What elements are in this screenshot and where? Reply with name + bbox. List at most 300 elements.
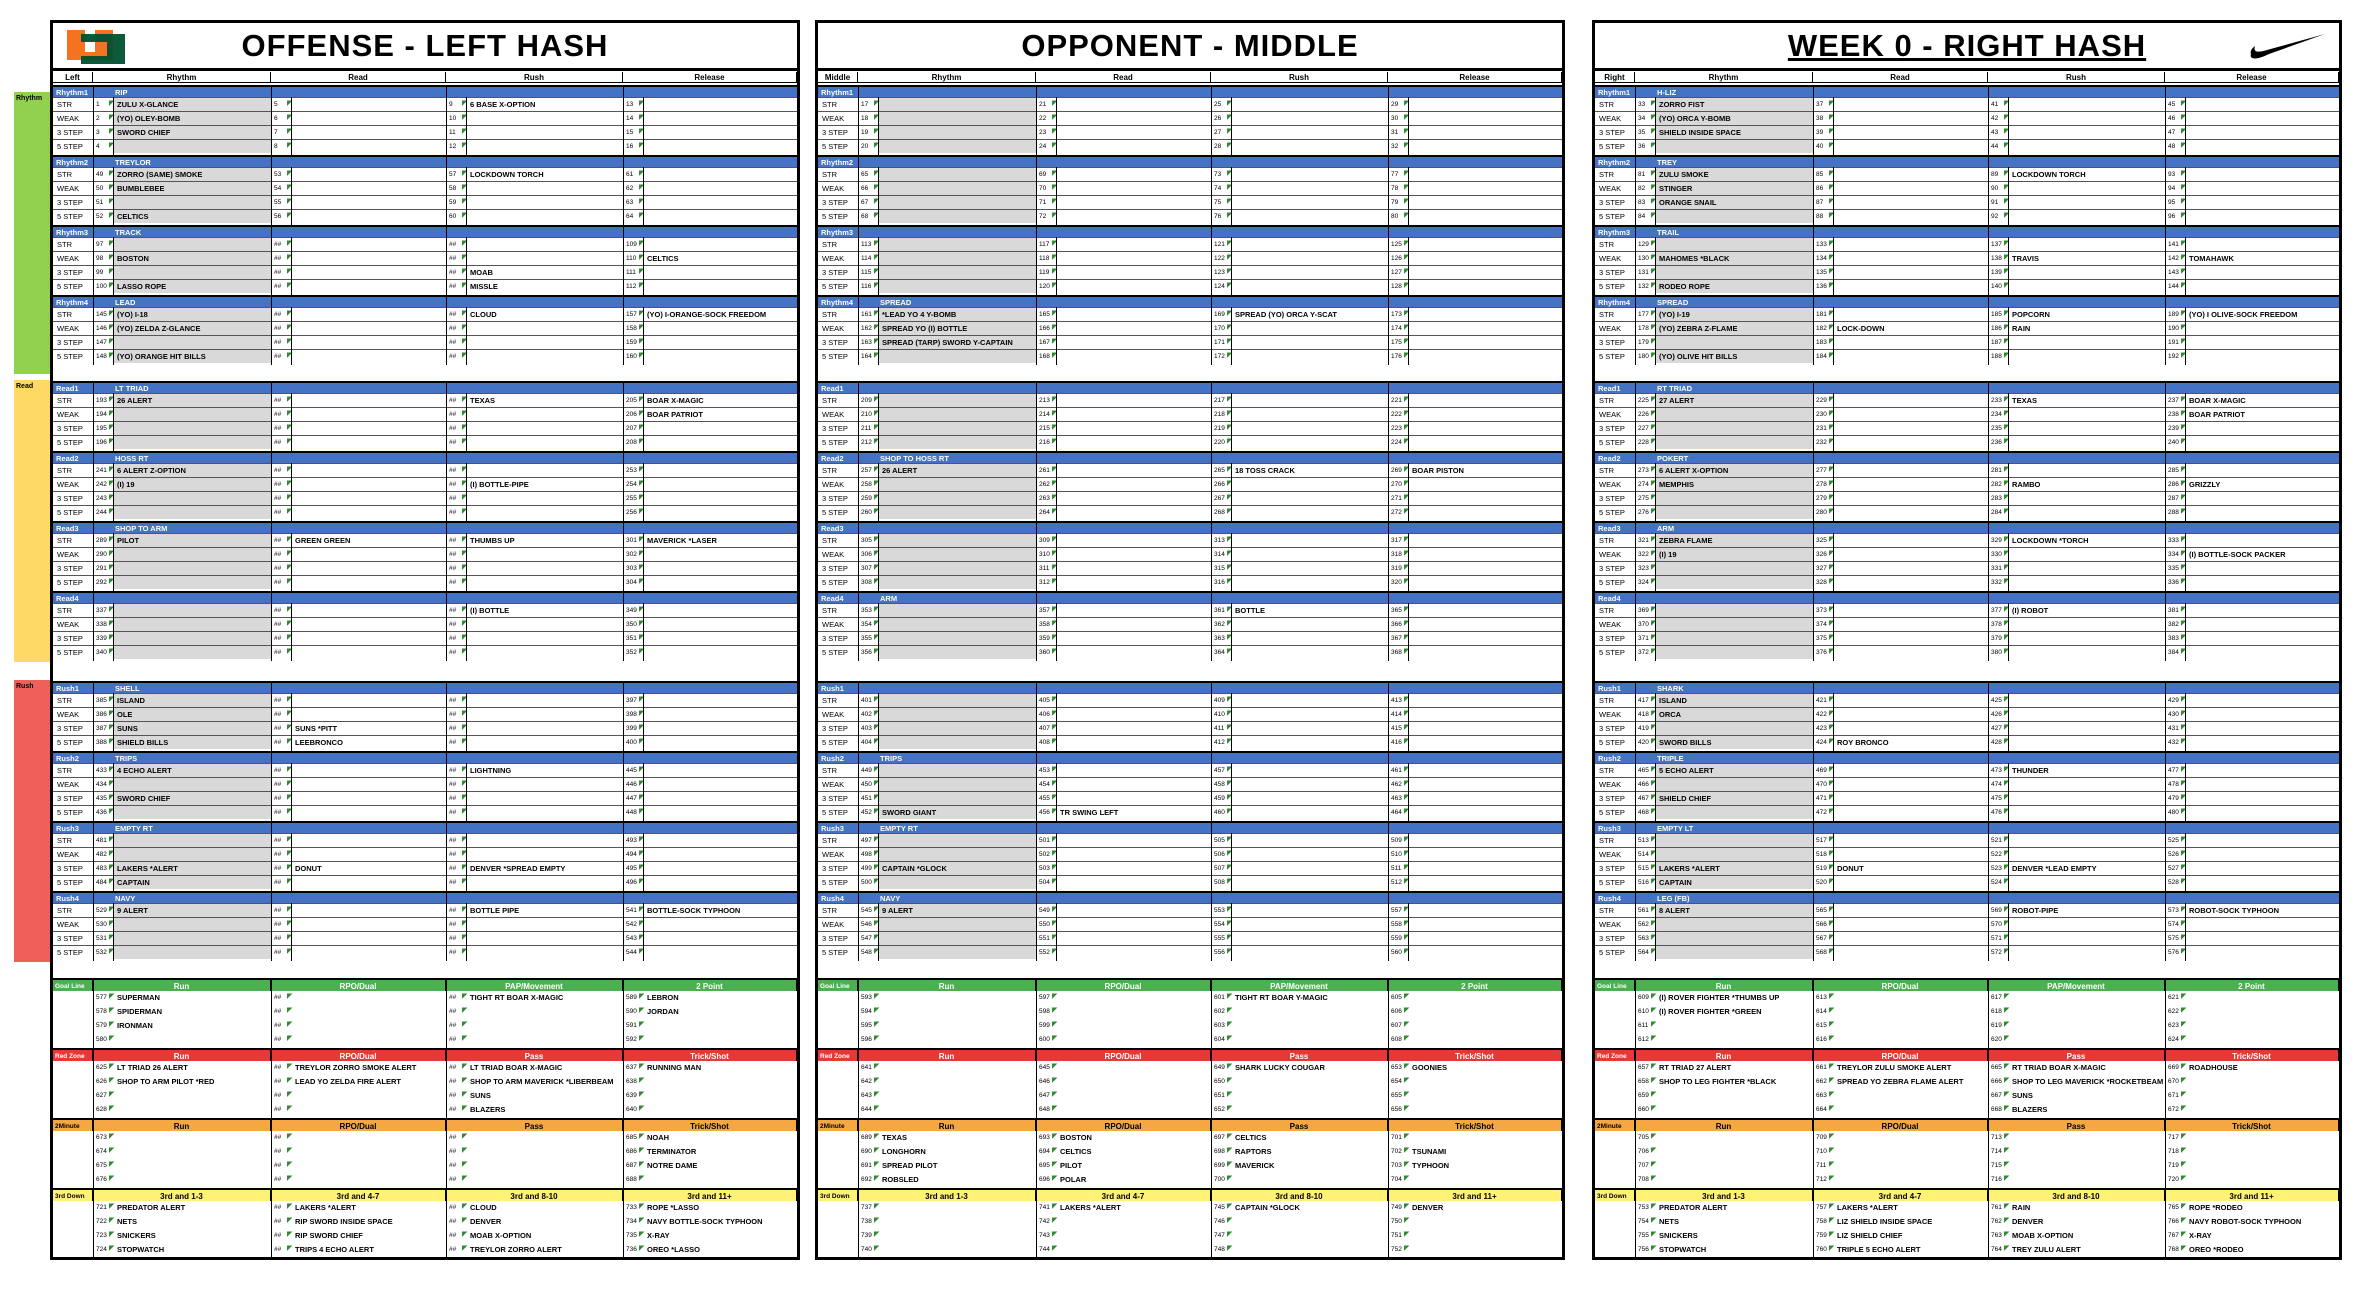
row-label: 5 STEP xyxy=(822,736,848,750)
play-call[interactable]: DENVER *SPREAD EMPTY xyxy=(470,862,621,876)
play-call[interactable]: CELTICS xyxy=(1235,1131,1386,1145)
play-number: 463 xyxy=(1391,792,1402,806)
play-row xyxy=(53,111,797,125)
play-call[interactable]: SWORD CHIEF xyxy=(117,792,269,806)
play-call[interactable]: CELTICS xyxy=(1060,1145,1209,1159)
play-call[interactable]: LOCKDOWN *TORCH xyxy=(2012,534,2163,548)
play-call[interactable]: STINGER xyxy=(1659,182,1811,196)
play-row xyxy=(818,435,1562,449)
check-icon: ◤ xyxy=(1829,1035,1834,1043)
play-call[interactable]: TIGHT RT BOAR X-MAGIC xyxy=(470,991,621,1005)
play-call[interactable]: ISLAND xyxy=(117,694,269,708)
play-call[interactable]: TSUNAMI xyxy=(1412,1145,1560,1159)
situation-section xyxy=(1595,1118,2339,1188)
play-call[interactable]: CLOUD xyxy=(470,1201,621,1215)
play-call[interactable]: MOAB X-OPTION xyxy=(470,1229,621,1243)
section-tag: Rhythm2 xyxy=(56,157,88,169)
play-call[interactable]: NAVY BOTTLE-SOCK TYPHOON xyxy=(647,1215,795,1229)
play-number: 188 xyxy=(1991,350,2002,364)
play-call[interactable]: LEAD YO ZELDA FIRE ALERT xyxy=(295,1075,444,1089)
play-call[interactable]: LT TRIAD BOAR X-MAGIC xyxy=(470,1061,621,1075)
check-icon: ◤ xyxy=(287,634,292,642)
play-call[interactable]: TR SWING LEFT xyxy=(1060,806,1209,820)
column-divider xyxy=(2165,1048,2166,1118)
check-icon: ◤ xyxy=(1227,114,1232,122)
situation-column-header: PAP/Movement xyxy=(1211,980,1388,991)
play-call[interactable]: 26 ALERT xyxy=(882,464,1034,478)
check-icon: ◤ xyxy=(1227,1217,1232,1225)
play-call[interactable]: MAVERICK xyxy=(1235,1159,1386,1173)
play-call[interactable]: ROY BRONCO xyxy=(1837,736,1986,750)
check-icon: ◤ xyxy=(287,1147,292,1155)
play-row xyxy=(53,477,797,491)
row-label: WEAK xyxy=(1599,848,1621,862)
play-call[interactable]: POPCORN xyxy=(2012,308,2163,322)
play-call[interactable]: NETS xyxy=(1659,1215,1811,1229)
play-call[interactable]: (YO) ORCA Y-BOMB xyxy=(1659,112,1811,126)
play-number: 624 xyxy=(2168,1033,2179,1047)
play-number: 284 xyxy=(1991,506,2002,520)
play-call[interactable]: SUNS xyxy=(2012,1089,2163,1103)
play-number: 163 xyxy=(861,336,872,350)
play-call[interactable]: MOAB X-OPTION xyxy=(2012,1229,2163,1243)
play-call[interactable]: GOONIES xyxy=(1412,1061,1560,1075)
play-call[interactable]: RAIN xyxy=(2012,322,2163,336)
row-label: 5 STEP xyxy=(1599,876,1625,890)
play-call[interactable]: SHIELD BILLS xyxy=(117,736,269,750)
check-icon: ◤ xyxy=(639,424,644,432)
play-call[interactable]: CAPTAIN *GLOCK xyxy=(1235,1201,1386,1215)
check-icon: ◤ xyxy=(1651,480,1656,488)
play-call[interactable]: 27 ALERT xyxy=(1659,394,1811,408)
situation-row xyxy=(53,1075,797,1089)
play-call[interactable]: TREY ZULU ALERT xyxy=(2012,1243,2163,1257)
play-number: 78 xyxy=(1391,182,1398,196)
situation-row xyxy=(53,1019,797,1033)
play-call[interactable]: BOAR X-MAGIC xyxy=(647,394,795,408)
check-icon: ◤ xyxy=(287,578,292,586)
play-call[interactable]: OREO *LASSO xyxy=(647,1243,795,1257)
play-call[interactable]: (I) 19 xyxy=(117,478,269,492)
play-call[interactable]: (I) BOTTLE xyxy=(470,604,621,618)
play-number: 746 xyxy=(1214,1215,1225,1229)
play-call[interactable]: (I) BOTTLE-PIPE xyxy=(470,478,621,492)
play-call[interactable]: STOPWATCH xyxy=(117,1243,269,1257)
play-call[interactable]: PREDATOR ALERT xyxy=(1659,1201,1811,1215)
play-call[interactable]: ZULU X-GLANCE xyxy=(117,98,269,112)
play-call[interactable]: POLAR xyxy=(1060,1173,1209,1187)
column-divider xyxy=(643,307,644,365)
play-call[interactable]: MAHOMES *BLACK xyxy=(1659,252,1811,266)
play-call[interactable]: X-RAY xyxy=(2189,1229,2337,1243)
play-call[interactable]: (YO) ZEBRA Z-FLAME xyxy=(1659,322,1811,336)
row-label: STR xyxy=(1599,168,1614,182)
column-divider xyxy=(93,1118,94,1188)
play-call[interactable]: NOAH xyxy=(647,1131,795,1145)
play-call[interactable]: MAVERICK *LASER xyxy=(647,534,795,548)
play-number: 494 xyxy=(626,848,637,862)
play-number: ## xyxy=(449,1215,456,1229)
play-call[interactable]: LAKERS *ALERT xyxy=(1659,862,1811,876)
play-call[interactable]: (YO) I-ORANGE-SOCK FREEDOM xyxy=(647,308,795,322)
play-call[interactable]: LOCKDOWN TORCH xyxy=(470,168,621,182)
play-call[interactable]: SUPERMAN xyxy=(117,991,269,1005)
play-call[interactable]: THUMBS UP xyxy=(470,534,621,548)
play-call[interactable]: RT TRIAD 27 ALERT xyxy=(1659,1061,1811,1075)
play-call[interactable]: SWORD CHIEF xyxy=(117,126,269,140)
play-call[interactable]: *LEAD YO 4 Y-BOMB xyxy=(882,308,1034,322)
play-call[interactable]: LIZ SHIELD INSIDE SPACE xyxy=(1837,1215,1986,1229)
play-call[interactable]: SWORD GIANT xyxy=(882,806,1034,820)
play-number: 214 xyxy=(1039,408,1050,422)
play-call[interactable]: BOAR PATRIOT xyxy=(2189,408,2337,422)
play-call[interactable]: BOAR PISTON xyxy=(1412,464,1560,478)
play-call[interactable]: TRAVIS xyxy=(2012,252,2163,266)
play-call[interactable]: SNICKERS xyxy=(1659,1229,1811,1243)
play-call[interactable]: (YO) I-19 xyxy=(1659,308,1811,322)
play-number: 580 xyxy=(96,1033,107,1047)
play-call[interactable]: LASSO ROPE xyxy=(117,280,269,294)
play-call[interactable]: BLAZERS xyxy=(2012,1103,2163,1117)
check-icon: ◤ xyxy=(287,1175,292,1183)
check-icon: ◤ xyxy=(1651,240,1656,248)
play-number: 548 xyxy=(861,946,872,960)
column-divider xyxy=(1833,463,1834,521)
play-call[interactable]: TEXAS xyxy=(470,394,621,408)
play-number: 74 xyxy=(1214,182,1221,196)
play-row xyxy=(818,421,1562,435)
row-label: STR xyxy=(822,764,837,778)
play-call[interactable]: SHARK LUCKY COUGAR xyxy=(1235,1061,1386,1075)
play-call[interactable]: CLOUD xyxy=(470,308,621,322)
play-section xyxy=(1595,295,2339,365)
play-call[interactable]: CAPTAIN xyxy=(117,876,269,890)
panel-opponent-middle xyxy=(815,20,1565,1260)
play-number: 95 xyxy=(2168,196,2175,210)
play-call[interactable]: LEEBRONCO xyxy=(295,736,444,750)
play-call[interactable]: ROPE *LASSO xyxy=(647,1201,795,1215)
play-number: 493 xyxy=(626,834,637,848)
check-icon: ◤ xyxy=(109,634,114,642)
play-call[interactable]: DENVER xyxy=(1412,1201,1560,1215)
play-number: 160 xyxy=(626,350,637,364)
play-call[interactable]: LAKERS *ALERT xyxy=(117,862,269,876)
play-call[interactable]: RAIN xyxy=(2012,1201,2163,1215)
play-section xyxy=(1595,451,2339,521)
play-call[interactable]: IRONMAN xyxy=(117,1019,269,1033)
play-number: ## xyxy=(449,991,456,1005)
play-call[interactable]: 4 ECHO ALERT xyxy=(117,764,269,778)
play-call[interactable]: TRIPLE 5 ECHO ALERT xyxy=(1837,1243,1986,1257)
play-call[interactable]: MEMPHIS xyxy=(1659,478,1811,492)
play-call[interactable]: (I) ROBOT xyxy=(2012,604,2163,618)
play-call[interactable]: RT TRIAD BOAR X-MAGIC xyxy=(2012,1061,2163,1075)
row-label: 3 STEP xyxy=(1599,932,1625,946)
play-call[interactable]: SHOP TO LEG MAVERICK *ROCKETBEAM xyxy=(2012,1075,2163,1089)
play-number: 239 xyxy=(2168,422,2179,436)
play-call[interactable]: SHOP TO ARM MAVERICK *LIBERBEAM xyxy=(470,1075,621,1089)
play-number: 715 xyxy=(1991,1159,2002,1173)
play-call[interactable]: CAPTAIN xyxy=(1659,876,1811,890)
play-call[interactable]: GREEN GREEN xyxy=(295,534,444,548)
check-icon: ◤ xyxy=(1052,780,1057,788)
play-call[interactable]: ORANGE SNAIL xyxy=(1659,196,1811,210)
play-row xyxy=(53,693,797,707)
check-icon: ◤ xyxy=(1651,766,1656,774)
play-number: 470 xyxy=(1816,778,1827,792)
play-call[interactable]: BUMBLEBEE xyxy=(117,182,269,196)
play-call[interactable]: (I) 19 xyxy=(1659,548,1811,562)
play-call[interactable]: NOTRE DAME xyxy=(647,1159,795,1173)
play-call[interactable]: SPREAD (YO) ORCA Y-SCAT xyxy=(1235,308,1386,322)
play-call[interactable]: LEBRON xyxy=(647,991,795,1005)
play-call[interactable]: ROPE *RODEO xyxy=(2189,1201,2337,1215)
column-divider xyxy=(93,821,94,891)
play-call[interactable]: TEXAS xyxy=(2012,394,2163,408)
check-icon: ◤ xyxy=(874,578,879,586)
check-icon: ◤ xyxy=(1829,142,1834,150)
play-call[interactable]: TERMINATOR xyxy=(647,1145,795,1159)
play-call[interactable]: JORDAN xyxy=(647,1005,795,1019)
play-call[interactable]: TREYLOR ZULU SMOKE ALERT xyxy=(1837,1061,1986,1075)
play-call[interactable]: LOCKDOWN TORCH xyxy=(2012,168,2163,182)
play-call[interactable]: GRIZZLY xyxy=(2189,478,2337,492)
check-icon: ◤ xyxy=(874,396,879,404)
check-icon: ◤ xyxy=(1404,352,1409,360)
play-call[interactable]: ZULU SMOKE xyxy=(1659,168,1811,182)
play-call[interactable]: ZEBRA FLAME xyxy=(1659,534,1811,548)
play-call[interactable]: LOCK-DOWN xyxy=(1837,322,1986,336)
play-call[interactable]: 9 ALERT xyxy=(882,904,1034,918)
play-call[interactable]: 6 ALERT Z-OPTION xyxy=(117,464,269,478)
play-call[interactable]: DENVER *LEAD EMPTY xyxy=(2012,862,2163,876)
column-divider xyxy=(271,751,272,821)
check-icon: ◤ xyxy=(109,1161,114,1169)
play-call[interactable]: CELTICS xyxy=(647,252,795,266)
play-call[interactable]: DENVER xyxy=(470,1215,621,1229)
play-call[interactable]: (YO) OLIVE HIT BILLS xyxy=(1659,350,1811,364)
play-call[interactable]: LONGHORN xyxy=(882,1145,1034,1159)
play-call[interactable]: NETS xyxy=(117,1215,269,1229)
play-call[interactable]: TRIPS 4 ECHO ALERT xyxy=(295,1243,444,1257)
play-call[interactable]: RIP SWORD CHIEF xyxy=(295,1229,444,1243)
play-call[interactable]: OLE xyxy=(117,708,269,722)
play-call[interactable]: BOTTLE-SOCK TYPHOON xyxy=(647,904,795,918)
play-number: 60 xyxy=(449,210,456,224)
play-call[interactable]: LIZ SHIELD CHIEF xyxy=(1837,1229,1986,1243)
play-call[interactable]: ZORRO FIST xyxy=(1659,98,1811,112)
situation-column-header: Run xyxy=(858,980,1036,991)
play-call[interactable]: DONUT xyxy=(1837,862,1986,876)
column-divider xyxy=(1655,693,1656,751)
play-call[interactable]: NAVY ROBOT-SOCK TYPHOON xyxy=(2189,1215,2337,1229)
play-call[interactable]: LAKERS *ALERT xyxy=(1060,1201,1209,1215)
play-call[interactable]: BOTTLE PIPE xyxy=(470,904,621,918)
play-call[interactable]: THUNDER xyxy=(2012,764,2163,778)
check-icon: ◤ xyxy=(462,1203,467,1211)
play-call[interactable]: 6 BASE X-OPTION xyxy=(470,98,621,112)
play-number: 268 xyxy=(1214,506,1225,520)
play-call[interactable]: ISLAND xyxy=(1659,694,1811,708)
play-call[interactable]: SNICKERS xyxy=(117,1229,269,1243)
play-call[interactable]: SUNS xyxy=(117,722,269,736)
play-call[interactable]: SWORD BILLS xyxy=(1659,736,1811,750)
play-call[interactable]: ROADHOUSE xyxy=(2189,1061,2337,1075)
play-call[interactable]: SPIDERMAN xyxy=(117,1005,269,1019)
play-call[interactable]: MOAB xyxy=(470,266,621,280)
row-label: WEAK xyxy=(822,778,844,792)
play-call[interactable]: CELTICS xyxy=(117,210,269,224)
play-call[interactable]: SUNS xyxy=(470,1089,621,1103)
row-label: 3 STEP xyxy=(57,932,83,946)
play-call[interactable]: TEXAS xyxy=(882,1131,1034,1145)
check-icon: ◤ xyxy=(639,282,644,290)
play-call[interactable]: TREYLOR ZORRO SMOKE ALERT xyxy=(295,1061,444,1075)
play-call[interactable]: 26 ALERT xyxy=(117,394,269,408)
row-label: 5 STEP xyxy=(822,140,848,154)
check-icon: ◤ xyxy=(287,536,292,544)
play-call[interactable]: BOSTON xyxy=(117,252,269,266)
column-divider xyxy=(271,225,272,295)
play-call[interactable]: X-RAY xyxy=(647,1229,795,1243)
play-call[interactable]: SHIELD INSIDE SPACE xyxy=(1659,126,1811,140)
play-call[interactable]: (I) ROVER FIGHTER *GREEN xyxy=(1659,1005,1811,1019)
play-call[interactable]: SPREAD PILOT xyxy=(882,1159,1034,1173)
play-call[interactable]: 9 ALERT xyxy=(117,904,269,918)
play-number: 15 xyxy=(626,126,633,140)
play-call[interactable]: SPREAD YO ZEBRA FLAME ALERT xyxy=(1837,1075,1986,1089)
play-number: 748 xyxy=(1214,1243,1225,1257)
check-icon: ◤ xyxy=(639,100,644,108)
play-number: 742 xyxy=(1039,1215,1050,1229)
play-call[interactable]: MISSLE xyxy=(470,280,621,294)
play-call[interactable]: BLAZERS xyxy=(470,1103,621,1117)
column-header: Release xyxy=(2165,72,2339,82)
check-icon: ◤ xyxy=(109,142,114,150)
play-call[interactable]: STOPWATCH xyxy=(1659,1243,1811,1257)
play-number: ## xyxy=(449,694,456,708)
check-icon: ◤ xyxy=(1829,920,1834,928)
play-number: 205 xyxy=(626,394,637,408)
play-call[interactable]: TYPHOON xyxy=(1412,1159,1560,1173)
column-divider xyxy=(1036,978,1037,1048)
play-call[interactable]: 5 ECHO ALERT xyxy=(1659,764,1811,778)
play-call[interactable]: TIGHT RT BOAR Y-MAGIC xyxy=(1235,991,1386,1005)
check-icon: ◤ xyxy=(287,1105,292,1113)
situation-section xyxy=(818,978,1562,1048)
play-call[interactable]: SHIELD CHIEF xyxy=(1659,792,1811,806)
column-divider xyxy=(1211,295,1212,365)
play-call[interactable]: 8 ALERT xyxy=(1659,904,1811,918)
play-call[interactable]: SUNS *PITT xyxy=(295,722,444,736)
play-number: 68 xyxy=(861,210,868,224)
play-number: 657 xyxy=(1638,1061,1649,1075)
play-call[interactable]: PILOT xyxy=(117,534,269,548)
play-call[interactable]: BOAR X-MAGIC xyxy=(2189,394,2337,408)
play-call[interactable]: LAKERS *ALERT xyxy=(1837,1201,1986,1215)
play-call[interactable]: SPREAD YO (I) BOTTLE xyxy=(882,322,1034,336)
play-call[interactable]: LIGHTNING xyxy=(470,764,621,778)
check-icon: ◤ xyxy=(874,536,879,544)
play-call[interactable]: PREDATOR ALERT xyxy=(117,1201,269,1215)
play-call[interactable]: 6 ALERT X-OPTION xyxy=(1659,464,1811,478)
play-call[interactable]: TREYLOR ZORRO ALERT xyxy=(470,1243,621,1257)
play-number: 456 xyxy=(1039,806,1050,820)
play-number: 232 xyxy=(1816,436,1827,450)
play-call[interactable]: SPREAD (TARP) SWORD Y-CAPTAIN xyxy=(882,336,1034,350)
check-icon: ◤ xyxy=(1052,1105,1057,1113)
play-call[interactable]: (YO) I OLIVE-SOCK FREEDOM xyxy=(2189,308,2337,322)
play-call[interactable]: DENVER xyxy=(2012,1215,2163,1229)
play-call[interactable]: PILOT xyxy=(1060,1159,1209,1173)
play-call[interactable]: SHOP TO ARM PILOT *RED xyxy=(117,1075,269,1089)
play-call[interactable]: BOAR PATRIOT xyxy=(647,408,795,422)
play-call[interactable]: ORCA xyxy=(1659,708,1811,722)
play-call[interactable]: (I) BOTTLE-SOCK PACKER xyxy=(2189,548,2337,562)
play-call[interactable]: RODEO ROPE xyxy=(1659,280,1811,294)
play-call[interactable]: RAPTORS xyxy=(1235,1145,1386,1159)
situation-row xyxy=(818,1173,1562,1187)
play-call[interactable]: (I) ROVER FIGHTER *THUMBS UP xyxy=(1659,991,1811,1005)
play-call[interactable]: LT TRIAD 26 ALERT xyxy=(117,1061,269,1075)
check-icon: ◤ xyxy=(639,128,644,136)
play-call[interactable]: 18 TOSS CRACK xyxy=(1235,464,1386,478)
play-number: 451 xyxy=(861,792,872,806)
play-call[interactable]: RUNNING MAN xyxy=(647,1061,795,1075)
play-call[interactable]: TOMAHAWK xyxy=(2189,252,2337,266)
row-label: STR xyxy=(57,834,72,848)
play-call[interactable]: RIP SWORD INSIDE SPACE xyxy=(295,1215,444,1229)
play-call[interactable]: ROBOT-PIPE xyxy=(2012,904,2163,918)
situation-row xyxy=(818,1201,1562,1215)
check-icon: ◤ xyxy=(874,282,879,290)
play-call[interactable]: RAMBO xyxy=(2012,478,2163,492)
play-call[interactable]: (YO) I-18 xyxy=(117,308,269,322)
play-call[interactable]: SHOP TO LEG FIGHTER *BLACK xyxy=(1659,1075,1811,1089)
row-label: STR xyxy=(57,308,72,322)
play-number: 94 xyxy=(2168,182,2175,196)
row-label: STR xyxy=(1599,764,1614,778)
play-call[interactable]: CAPTAIN *GLOCK xyxy=(882,862,1034,876)
check-icon: ◤ xyxy=(2181,724,2186,732)
play-call[interactable]: (YO) ORANGE HIT BILLS xyxy=(117,350,269,364)
row-label: 3 STEP xyxy=(57,492,83,506)
column-divider xyxy=(1655,833,1656,891)
play-number: 766 xyxy=(2168,1215,2179,1229)
check-icon: ◤ xyxy=(1404,794,1409,802)
row-label: 5 STEP xyxy=(1599,506,1625,520)
check-icon: ◤ xyxy=(639,620,644,628)
play-call[interactable]: BOTTLE xyxy=(1235,604,1386,618)
play-call[interactable]: ROBSLED xyxy=(882,1173,1034,1187)
play-call[interactable]: ROBOT-SOCK TYPHOON xyxy=(2189,904,2337,918)
play-number: 49 xyxy=(96,168,103,182)
situation-row xyxy=(818,1019,1562,1033)
play-call[interactable]: (YO) ZELDA Z-GLANCE xyxy=(117,322,269,336)
column-divider xyxy=(1036,891,1037,961)
play-call[interactable]: ZORRO (SAME) SMOKE xyxy=(117,168,269,182)
play-call[interactable]: (YO) OLEY-BOMB xyxy=(117,112,269,126)
play-number: 662 xyxy=(1816,1075,1827,1089)
play-number: 546 xyxy=(861,918,872,932)
play-call[interactable]: DONUT xyxy=(295,862,444,876)
play-call[interactable]: LAKERS *ALERT xyxy=(295,1201,444,1215)
play-call[interactable]: OREO *RODEO xyxy=(2189,1243,2337,1257)
row-label: STR xyxy=(1599,238,1614,252)
play-number: ## xyxy=(274,694,281,708)
play-call[interactable]: BOSTON xyxy=(1060,1131,1209,1145)
section-name: TRIPS xyxy=(880,753,902,765)
